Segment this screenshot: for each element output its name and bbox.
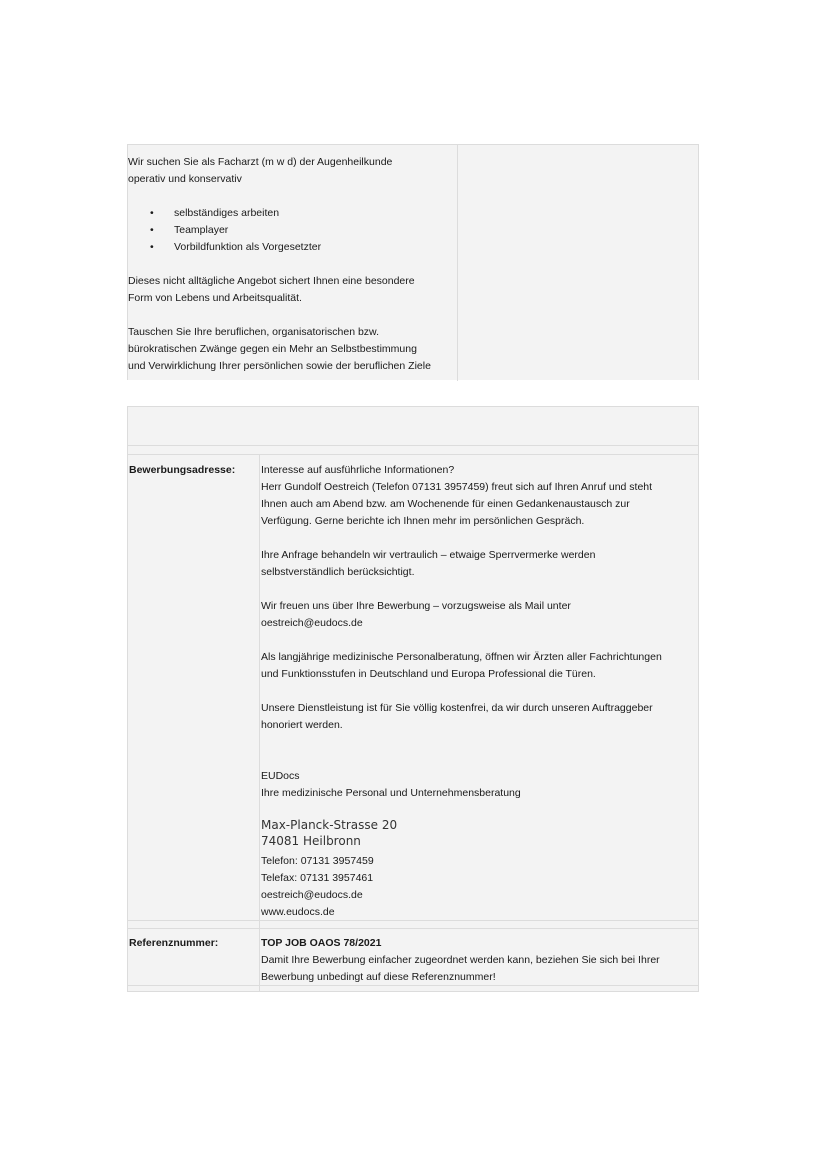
application-text: honoriert werden.: [261, 719, 343, 731]
contact-fax: Telefax: 07131 3957461: [261, 872, 374, 884]
reference-number: TOP JOB OAOS 78/2021: [261, 937, 382, 949]
intro-line: operativ und konservativ: [128, 173, 242, 185]
intro-section: [127, 144, 699, 380]
application-text: selbstverständlich berücksichtigt.: [261, 566, 415, 578]
intro-paragraph-line: Tauschen Sie Ihre beruflichen, organisatorischen bzw.: [128, 326, 379, 338]
reference-note: Damit Ihre Bewerbung einfacher zugeordnet werden kann, beziehen Sie sich bei Ihrer: [261, 954, 660, 966]
application-label: Bewerbungsadresse:: [129, 464, 236, 476]
divider: [128, 920, 698, 921]
divider: [128, 454, 698, 455]
application-text: Herr Gundolf Oestreich (Telefon 07131 3957459) freut sich auf Ihren Anruf und steht: [261, 481, 653, 493]
intro-paragraph-line: und Verwirklichung Ihrer persönlichen sowie der beruflichen Ziele: [128, 360, 431, 372]
contact-website[interactable]: www.eudocs.de: [261, 906, 335, 918]
column-divider: [259, 454, 260, 992]
contact-phone: Telefon: 07131 3957459: [261, 855, 374, 867]
bullet-item: selbständiges arbeiten: [174, 207, 280, 219]
email-link[interactable]: oestreich@eudocs.de: [261, 617, 363, 629]
intro-paragraph-line: Form von Lebens und Arbeitsqualität.: [128, 292, 302, 304]
application-text: Wir freuen uns über Ihre Bewerbung – vorzugsweise als Mail unter: [261, 600, 571, 612]
divider: [128, 928, 698, 929]
application-text: Interesse auf ausführliche Informationen?: [261, 464, 455, 476]
intro-paragraph-line: Dieses nicht alltägliche Angebot sichert Ihnen eine besondere: [128, 275, 415, 287]
application-text: Ihnen auch am Abend bzw. am Wochenende für einen Gedankenaustausch zur: [261, 498, 630, 510]
bullet-icon: •: [150, 241, 154, 253]
company-tagline: Ihre medizinische Personal und Unternehmensberatung: [261, 787, 521, 799]
intro-text-cell: [128, 145, 458, 381]
address-street: Max-Planck-Strasse 20: [261, 818, 398, 832]
bullet-item: Vorbildfunktion als Vorgesetzter: [174, 241, 322, 253]
application-text: Als langjährige medizinische Personalberatung, öffnen wir Ärzten aller Fachrichtungen: [261, 651, 662, 663]
application-text: Ihre Anfrage behandeln wir vertraulich – etwaige Sperrvermerke werden: [261, 549, 596, 561]
address-city: 74081 Heilbronn: [261, 834, 361, 848]
application-text: und Funktionsstufen in Deutschland und Europa Professional die Türen.: [261, 668, 596, 680]
intro-line: Wir suchen Sie als Facharzt (m w d) der Augenheilkunde: [128, 156, 393, 168]
bullet-icon: •: [150, 224, 154, 236]
contact-email[interactable]: oestreich@eudocs.de: [261, 889, 363, 901]
divider: [128, 445, 698, 446]
reference-label: Referenznummer:: [129, 937, 219, 949]
company-name: EUDocs: [261, 770, 300, 782]
reference-note: Bewerbung unbedingt auf diese Referenznummer!: [261, 971, 496, 983]
application-text: Verfügung. Gerne berichte ich Ihnen mehr im persönlichen Gespräch.: [261, 515, 585, 527]
bullet-icon: •: [150, 207, 154, 219]
details-table: [127, 406, 699, 992]
application-text: Unsere Dienstleistung ist für Sie völlig kostenfrei, da wir durch unseren Auftraggeber: [261, 702, 653, 714]
bullet-item: Teamplayer: [174, 224, 229, 236]
intro-paragraph-line: bürokratischen Zwänge gegen ein Mehr an Selbstbestimmung: [128, 343, 417, 355]
